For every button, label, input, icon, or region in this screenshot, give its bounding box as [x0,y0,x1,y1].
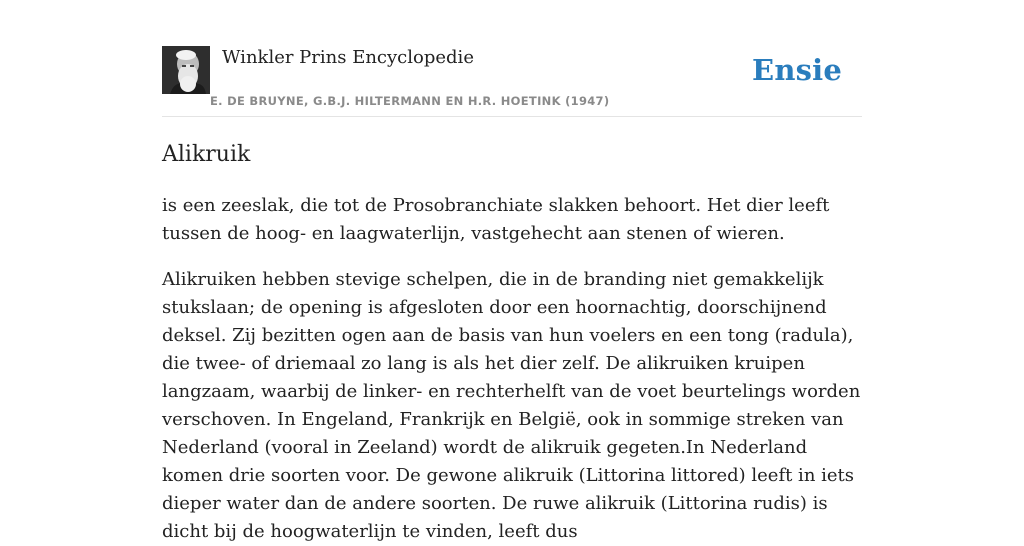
article [162,140,862,546]
article-paragraph: is een zeeslak, die tot de Prosobranchiate slakken behoort. Het dier leeft tussen de hoog- en laagwaterlijn, vastgehecht aan stenen of wieren. [162,195,830,244]
article-paragraph: Alikruiken hebben stevige schelpen, die in de branding niet gemakkelijk stukslaan; de opening is afgesloten door een hoornachtig, doorschijnend deksel. Zij bezitten ogen aan de basis van hun voelers en een tong (radula), die twee- of driemaal zo lang is als het dier zelf. De alikruiken kruipen langzaam, waarbij de linker- en rechterhelft van de voet beurtelings worden verschoven. In Engeland, Frankrijk en België, ook in sommige streken van Nederland (vooral in Zeeland) wordt de alikruik gegeten.In Nederland komen drie soorten voor. De gewone alikruik (Littorina littored) leeft in iets dieper water dan de andere soorten. De ruwe alikruik (Littorina rudis) is dicht bij de hoogwaterlijn te vinden, leeft dus [162,269,861,542]
publication-title[interactable]: Winkler Prins Encyclopedie [222,47,474,68]
avatar[interactable] [162,46,210,94]
article-title: Alikruik [162,142,251,167]
site-logo[interactable]: Ensie [752,53,842,87]
site-header [162,46,862,117]
portrait-photo-icon [162,46,210,94]
authors-line: E. DE BRUYNE, G.B.J. HILTERMANN EN H.R. HOETINK (1947) [210,94,610,108]
